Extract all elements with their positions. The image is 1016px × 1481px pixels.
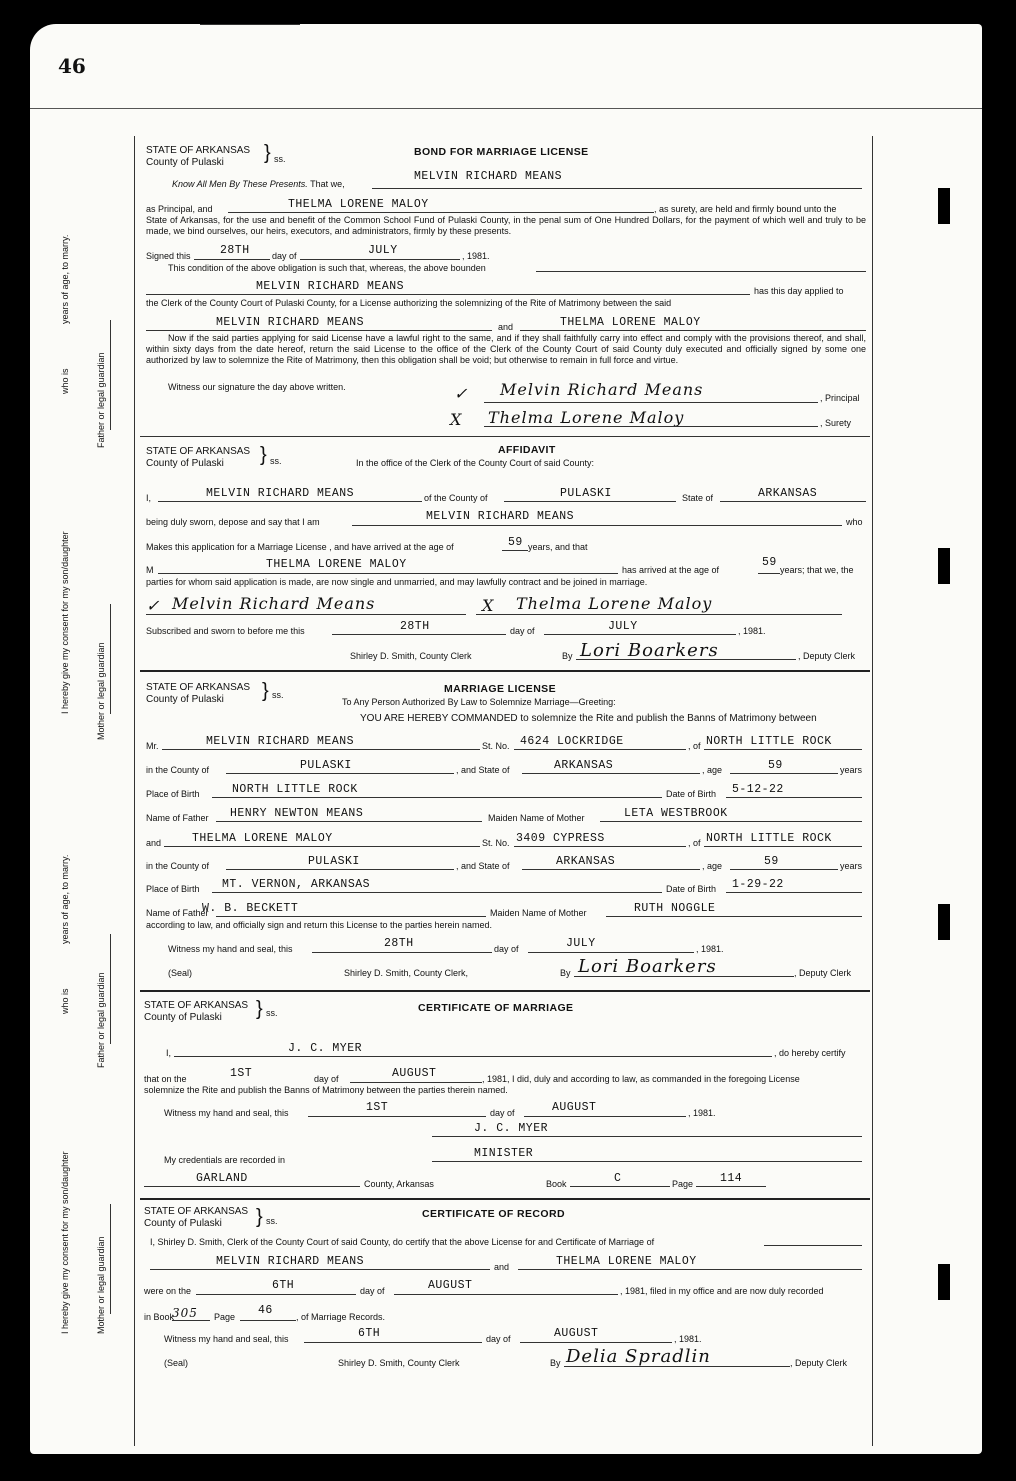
signed-day-of: day of [272, 251, 297, 261]
cert-w-day-line [308, 1116, 486, 1117]
cert-that-on: that on the [144, 1074, 187, 1084]
rec-day-value: 6TH [272, 1279, 295, 1292]
father-guardian-label: Father or legal guardian [96, 352, 106, 448]
license-title: MARRIAGE LICENSE [444, 683, 556, 695]
lic-bride-line [164, 846, 480, 847]
punch-mark-3 [938, 904, 950, 940]
condition-text: This condition of the above obligation is such that, whereas, the above bounden [168, 263, 486, 273]
aff-state-value: ARKANSAS [758, 487, 818, 500]
aff-state: STATE OF ARKANSAS [146, 446, 251, 457]
aff-deputy-signature: Lori Boarkers [580, 640, 719, 661]
aff-deputy: , Deputy Clerk [798, 651, 856, 661]
cert-sig: J. C. MYER [474, 1122, 549, 1135]
header-rule [30, 108, 982, 109]
party2-line [520, 330, 866, 331]
lic-according: according to law, and officially sign and return this License to the parties herein named. [146, 920, 493, 930]
x-mark-surety: X [450, 410, 463, 429]
lic-bride-father: W. B. BECKETT [202, 902, 299, 915]
principal-label: , Principal [820, 393, 860, 403]
years-marry-text: years of age, to marry. [60, 234, 70, 324]
signed-month-line [300, 259, 460, 260]
cert-day-of: day of [314, 1074, 339, 1084]
rec-party1: MELVIN RICHARD MEANS [216, 1255, 365, 1268]
lic-bride-mother-line [606, 916, 862, 917]
bond-title: BOND FOR MARRIAGE LICENSE [414, 146, 589, 158]
aff-parties: parties for whom said application is made, are now single and unmarried, and may lawfully contract and be joined in marriage. [146, 577, 648, 587]
aff-by: By [562, 651, 573, 661]
aff-county: County of Pulaski [146, 458, 224, 469]
lic-groom-county-line [226, 773, 454, 774]
lic-clerk: Shirley D. Smith, County Clerk, [344, 968, 469, 978]
rec-w-year: , 1981. [674, 1334, 702, 1344]
rec-party1-line [150, 1269, 490, 1270]
cert-text: , 1981, I did, duly and according to law, as commanded in the foregoing License [482, 1074, 800, 1084]
cert-officiant: J. C. MYER [288, 1042, 363, 1055]
lic-bride-father-line [216, 916, 486, 917]
consent-text-2: I hereby give my consent for my son/daughter [60, 1151, 70, 1334]
aff-office-text: In the office of the Clerk of the County Court of said County: [356, 458, 594, 468]
lic-groom-city-line [704, 749, 862, 750]
lic-groom-age-line [730, 773, 838, 774]
cert-i: I, [166, 1048, 172, 1058]
lic-groom-line [162, 749, 480, 750]
aff-years-and-that: years, and that [528, 542, 588, 552]
aff-day-value: 28TH [400, 620, 430, 633]
witness-signature-text: Witness our signature the day above written. [168, 382, 346, 392]
surety-name: THELMA LORENE MALOY [288, 198, 429, 211]
cert-book-line [570, 1186, 670, 1187]
aff-years-that-we: years; that we, the [780, 565, 854, 575]
cert-title-line [432, 1161, 862, 1162]
aff-name-line [158, 501, 422, 502]
lic-groom-state: ARKANSAS [554, 759, 614, 772]
lic-groom-street: 4624 LOCKRIDGE [520, 735, 624, 748]
rec-by: By [550, 1358, 561, 1368]
aff-day-of: day of [510, 626, 535, 636]
signed-year: , 1981. [462, 251, 490, 261]
aff-sig-groom: Melvin Richard Means [172, 594, 376, 613]
lic-bride-state: ARKANSAS [556, 855, 616, 868]
cert-day-value: 1ST [230, 1067, 253, 1080]
aff-subscribed: Subscribed and sworn to before me this [146, 626, 305, 636]
lic-and-state: , and State of [456, 765, 510, 775]
lic-st-no: St. No. [482, 741, 510, 751]
cert-sig-line [432, 1136, 862, 1137]
aff-age1: 59 [508, 536, 523, 549]
punch-mark-4 [938, 1264, 950, 1300]
lic-mr: Mr. [146, 741, 159, 751]
party1-name: MELVIN RICHARD MEANS [216, 316, 365, 329]
aff-age2-line [758, 573, 780, 574]
lic-groom-mother-line [600, 821, 862, 822]
page-number: 46 [58, 54, 86, 78]
rec-text-line [764, 1245, 862, 1246]
rec-state: STATE OF ARKANSAS [144, 1206, 249, 1217]
cert-state: STATE OF ARKANSAS [144, 1000, 249, 1011]
aff-sworn: being duly sworn, depose and say that I am [146, 517, 320, 527]
divider-3 [140, 990, 870, 992]
rec-day-line [196, 1294, 356, 1295]
lic-month-value: JULY [566, 937, 596, 950]
certificate-title: CERTIFICATE OF MARRIAGE [418, 1002, 574, 1014]
cert-witness: Witness my hand and seal, this [164, 1108, 289, 1118]
lic-groom-city: NORTH LITTLE ROCK [706, 735, 832, 748]
lic-bride-city-line [704, 846, 862, 847]
lic-in-county: in the County of [146, 765, 210, 775]
aff-year: , 1981. [738, 626, 766, 636]
lic-state: STATE OF ARKANSAS [146, 682, 251, 693]
rec-book-line [172, 1320, 210, 1321]
cert-book-value: C [614, 1172, 622, 1185]
rec-month-value: AUGUST [428, 1279, 473, 1292]
as-principal-label: as Principal, and [146, 204, 213, 214]
lic-maiden: Maiden Name of Mother [488, 813, 585, 823]
aff-sworn-name: MELVIN RICHARD MEANS [426, 510, 575, 523]
rec-party2: THELMA LORENE MALOY [556, 1255, 697, 1268]
aff-i: I, [146, 493, 152, 503]
bond-state: STATE OF ARKANSAS [146, 145, 251, 156]
signed-day-line [194, 259, 270, 260]
right-margin-line [872, 136, 873, 1446]
lic-father: Name of Father [146, 813, 209, 823]
cert-month-value: AUGUST [392, 1067, 437, 1080]
lic-bride-city: NORTH LITTLE ROCK [706, 832, 832, 845]
surety-sig-line [484, 426, 818, 427]
lic-bride-street: 3409 CYPRESS [516, 832, 605, 845]
rec-text: I, Shirley D. Smith, Clerk of the County Court of said County, do certify that the above License for and Certificate of Marriage of [150, 1237, 655, 1247]
aff-clerk: Shirley D. Smith, County Clerk [350, 651, 472, 661]
rec-w-month-line [520, 1342, 672, 1343]
mother-guardian-label: Mother or legal guardian [96, 642, 106, 740]
lic-brace: } [262, 680, 269, 702]
applied-text: has this day applied to [754, 286, 844, 296]
aff-deputy-line [576, 659, 796, 660]
lic-year: , 1981. [696, 944, 724, 954]
lic-and-state-2: , and State of [456, 861, 510, 871]
surety-line [228, 212, 654, 213]
lic-age-2: , age [702, 861, 723, 871]
principal-sig-line [484, 402, 818, 403]
cert-page: Page [672, 1179, 694, 1189]
lic-to-any: To Any Person Authorized By Law to Solemnize Marriage—Greeting: [342, 697, 616, 707]
aff-who: who [846, 517, 863, 527]
cert-county-line [144, 1186, 360, 1187]
lic-groom-state-line [522, 773, 700, 774]
years-marry-text-2: years of age, to marry. [60, 854, 70, 944]
lic-groom: MELVIN RICHARD MEANS [206, 735, 355, 748]
aff-brace: } [260, 444, 267, 466]
lic-groom-father-line [216, 821, 482, 822]
cert-page-line [696, 1186, 766, 1187]
rec-brace: } [256, 1206, 263, 1228]
aff-check: ✓ [146, 596, 161, 615]
aff-age1-line [502, 550, 528, 551]
principal-signature: Melvin Richard Means [500, 380, 704, 399]
lic-deputy-line [574, 976, 794, 977]
aff-x: X [482, 596, 495, 615]
rec-w-day-of: day of [486, 1334, 511, 1344]
signed-month-value: JULY [368, 244, 398, 257]
mother-guardian-label-2: Mother or legal guardian [96, 1236, 106, 1334]
lic-bride-street-line [514, 846, 686, 847]
aff-makes: Makes this application for a Marriage License , and have arrived at the age of [146, 542, 454, 552]
aff-county-line [504, 501, 676, 502]
cert-brace: } [256, 998, 263, 1020]
signed-this-label: Signed this [146, 251, 191, 261]
rec-and: and [494, 1262, 510, 1272]
bond-body-2: Now if the said parties applying for said License have a lawful right to the same, and if they shall faithfully carry into effect and comply with the provisions thereof, and shall, within sixty days from the date hereof, return the said License to the office of the Clerk of the County Court of said County duly executed and officially signed by some one authorized by law to solemnize the Rite of Matrimony, then this obligation shall be void; but otherwise to remain in full force and virtue. [146, 333, 866, 365]
rec-page: Page [214, 1312, 236, 1322]
bond-ss: ss. [274, 154, 286, 164]
lic-deputy: , Deputy Clerk [794, 968, 852, 978]
rec-county: County of Pulaski [144, 1218, 222, 1229]
aff-sworn-line [352, 525, 842, 526]
lic-of-2: , of [688, 838, 701, 848]
clerk-text: the Clerk of the County Court of Pulaski County, for a License authorizing the solemnizing of the Rite of Matrimony between the said [146, 298, 672, 308]
rec-party2-line [518, 1269, 862, 1270]
lic-groom-age: 59 [768, 759, 783, 772]
cert-w-day-of: day of [490, 1108, 515, 1118]
lic-bride-pob: MT. VERNON, ARKANSAS [222, 878, 371, 891]
signed-day-value: 28TH [220, 244, 250, 257]
aff-bride: THELMA LORENE MALOY [266, 558, 407, 571]
lic-day-of: day of [494, 944, 519, 954]
mother-line [110, 604, 111, 714]
who-is-text: who is [60, 368, 70, 394]
left-margin-line [134, 136, 135, 1446]
cert-w-month-line [524, 1116, 686, 1117]
aff-of-county: of the County of [424, 493, 488, 503]
cert-w-month: AUGUST [552, 1101, 597, 1114]
punch-mark-2 [938, 548, 950, 584]
lic-bride-dob-line [726, 892, 862, 893]
rec-deputy: , Deputy Clerk [790, 1358, 848, 1368]
affidavit-title: AFFIDAVIT [498, 444, 556, 456]
record-page [30, 24, 982, 1454]
lic-seal: (Seal) [168, 968, 193, 978]
lic-bride-state-line [522, 869, 700, 870]
rec-book-value: 305 [172, 1306, 198, 1320]
aff-day-line [332, 634, 506, 635]
rec-were-on: were on the [144, 1286, 192, 1296]
cert-day-line [200, 24, 300, 25]
lic-bride-dob: 1-29-22 [732, 878, 784, 891]
aff-arrived: has arrived at the age of [622, 565, 720, 575]
who-is-text-2: who is [60, 988, 70, 1014]
father-line-2 [110, 934, 111, 1044]
rec-clerk: Shirley D. Smith, County Clerk [338, 1358, 460, 1368]
lic-groom-dob: 5-12-22 [732, 783, 784, 796]
lic-groom-mother: LETA WESTBROOK [624, 807, 728, 820]
rec-deputy-signature: Delia Spradlin [566, 1346, 711, 1367]
lic-by: By [560, 968, 571, 978]
cert-county-ark: County, Arkansas [364, 1179, 434, 1189]
lic-st-no-2: St. No. [482, 838, 510, 848]
lic-in-county-2: in the County of [146, 861, 210, 871]
cert-page-value: 114 [720, 1172, 743, 1185]
lic-bride-county: PULASKI [308, 855, 360, 868]
divider-1 [140, 436, 870, 437]
cert-w-year: , 1981. [688, 1108, 716, 1118]
lic-bride-mother: RUTH NOGGLE [634, 902, 716, 915]
cert-credentials: My credentials are recorded in [164, 1155, 286, 1165]
aff-sig-bride-line [476, 614, 842, 615]
lic-maiden-2: Maiden Name of Mother [490, 908, 587, 918]
lic-bride-age: 59 [764, 855, 779, 868]
aff-state-line [720, 501, 866, 502]
cert-text2: solemnize the Rite and publish the Banns of Matrimony between the parties therein named. [144, 1085, 508, 1095]
cert-certify: , do hereby certify [774, 1048, 846, 1058]
lic-dob: Date of Birth [666, 789, 717, 799]
lic-and: and [146, 838, 162, 848]
applicant-name: MELVIN RICHARD MEANS [256, 280, 405, 293]
lic-bride-age-line [730, 869, 838, 870]
lic-bride-county-line [226, 869, 454, 870]
lic-county: County of Pulaski [146, 694, 224, 705]
lic-deputy-signature: Lori Boarkers [578, 956, 717, 977]
rec-deputy-line [564, 1366, 790, 1367]
cert-title-value: MINISTER [474, 1147, 534, 1160]
bond-brace: } [264, 142, 271, 164]
lic-groom-father: HENRY NEWTON MEANS [230, 807, 364, 820]
cert-month-line [350, 1082, 482, 1083]
cert-book: Book [546, 1179, 567, 1189]
rec-in-book: in Book [144, 1312, 175, 1322]
rec-w-day: 6TH [358, 1327, 381, 1340]
cert-w-day: 1ST [366, 1101, 389, 1114]
lic-day-line [312, 952, 492, 953]
mother-line-2 [110, 1204, 111, 1314]
check-mark-principal: ✓ [454, 384, 469, 403]
lic-pob: Place of Birth [146, 789, 200, 799]
divider-2 [140, 670, 870, 672]
lic-father-2: Name of Father [146, 908, 209, 918]
lic-age: , age [702, 765, 723, 775]
condition-line [536, 271, 866, 272]
surety-signature: Thelma Lorene Maloy [488, 408, 685, 427]
principal-line [372, 188, 862, 189]
lic-month-line [528, 952, 694, 953]
rec-month-line [394, 1294, 618, 1295]
rec-page-line [240, 1320, 296, 1321]
rec-w-month: AUGUST [554, 1327, 599, 1340]
lic-years-2: years [840, 861, 863, 871]
rec-day-of: day of [360, 1286, 385, 1296]
rec-w-day-line [304, 1342, 482, 1343]
aff-sig-groom-line [146, 614, 466, 615]
party-and: and [498, 322, 514, 332]
lic-groom-street-line [514, 749, 686, 750]
aff-sig-bride: Thelma Lorene Maloy [516, 594, 713, 613]
lic-bride-pob-line [212, 892, 662, 893]
aff-m: M [146, 565, 154, 575]
applicant-line [146, 294, 750, 295]
rec-records: , of Marriage Records. [296, 1312, 386, 1322]
rec-page-value: 46 [258, 1304, 273, 1317]
lic-pob-2: Place of Birth [146, 884, 200, 894]
lic-groom-pob-line [212, 797, 662, 798]
lic-of: , of [688, 741, 701, 751]
lic-ss: ss. [272, 690, 284, 700]
lic-groom-dob-line [726, 797, 862, 798]
lic-witness: Witness my hand and seal, this [168, 944, 293, 954]
lic-dob-2: Date of Birth [666, 884, 717, 894]
punch-mark-1 [938, 188, 950, 224]
cert-county: County of Pulaski [144, 1012, 222, 1023]
aff-name: MELVIN RICHARD MEANS [206, 487, 355, 500]
cert-county-value: GARLAND [196, 1172, 248, 1185]
cert-officiant-line [174, 1056, 772, 1057]
divider-4 [140, 1198, 870, 1200]
principal-name: MELVIN RICHARD MEANS [414, 170, 563, 183]
father-guardian-label-2: Father or legal guardian [96, 972, 106, 1068]
record-title: CERTIFICATE OF RECORD [422, 1208, 565, 1220]
rec-witness: Witness my hand and seal, this [164, 1334, 289, 1344]
know-all-text: Know All Men By These Presents. That we, [172, 179, 345, 189]
aff-state-of: State of [682, 493, 714, 503]
consent-text: I hereby give my consent for my son/daughter [60, 531, 70, 714]
rec-seal: (Seal) [164, 1358, 189, 1368]
aff-month-line [544, 634, 736, 635]
party2-name: THELMA LORENE MALOY [560, 316, 701, 329]
rec-ss: ss. [266, 1216, 278, 1226]
father-line [110, 320, 111, 430]
cert-ss: ss. [266, 1008, 278, 1018]
lic-commanded: YOU ARE HEREBY COMMANDED to solemnize the Rite and publish the Banns of Matrimony between [360, 713, 817, 724]
lic-groom-county: PULASKI [300, 759, 352, 772]
lic-bride: THELMA LORENE MALOY [192, 832, 333, 845]
party1-line [146, 330, 492, 331]
surety-label: , Surety [820, 418, 852, 428]
surety-text: , as surety, are held and firmly bound unto the [654, 204, 837, 214]
aff-month-value: JULY [608, 620, 638, 633]
aff-ss: ss. [270, 456, 282, 466]
lic-years: years [840, 765, 863, 775]
rec-filed: , 1981, filed in my office and are now duly recorded [620, 1286, 824, 1296]
aff-bride-line [158, 573, 618, 574]
bond-body-1: State of Arkansas, for the use and benefit of the Common School Fund of Pulaski County, in the penal sum of One Hundred Dollars, for the payment of which well and truly to be made, we bind ourselves, our heirs, executors, and administrators, firmly by these presents. [146, 215, 866, 236]
lic-day-value: 28TH [384, 937, 414, 950]
aff-county-value: PULASKI [560, 487, 612, 500]
aff-age2: 59 [762, 556, 777, 569]
bond-county: County of Pulaski [146, 157, 224, 168]
lic-groom-pob: NORTH LITTLE ROCK [232, 783, 358, 796]
